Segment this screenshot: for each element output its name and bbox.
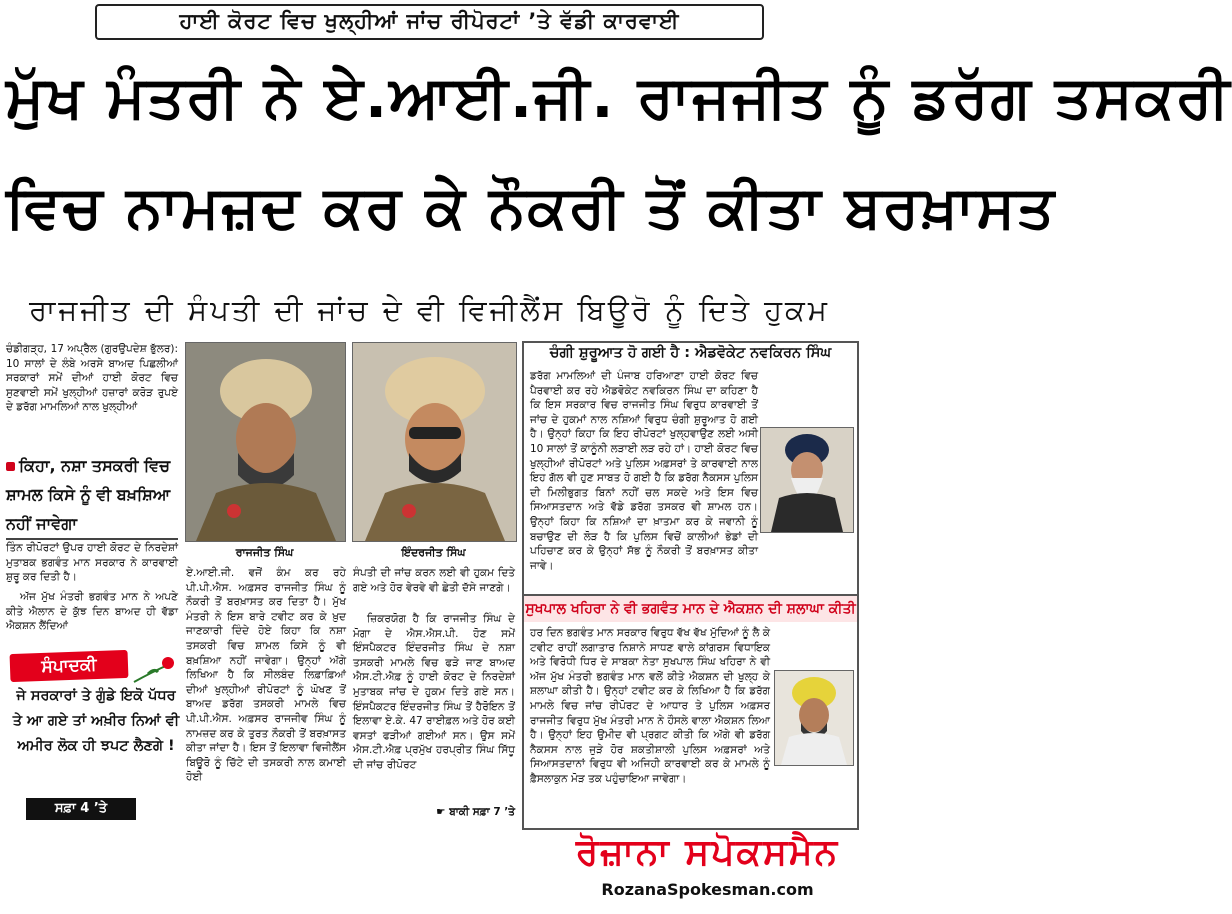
bullet-square-icon (6, 462, 15, 471)
photo-sukhpal-khaira (774, 670, 854, 766)
editorial-continued-link[interactable]: ਸਫ਼ਾ 4 ’ਤੇ (26, 798, 136, 820)
column-1-intro: ਚੰਡੀਗੜ੍ਹ, 17 ਅਪ੍ਰੈਲ (ਗੁਰਉਪਦੇਸ਼ ਭੁੱਲਰ): 10 ਸਾਲਾਂ ਦੇ ਲੰਬੇ ਅਰਸੇ ਬਾਅਦ ਪਿਛਲੀਆਂ ਸਰਕਾਰਾਂ ਸਮੇਂ ਦੀਆਂ ਹਾਈ ਕੋਰਟ ਵਿਚ ਸੁਣਵਾਈ ਸਮੇਂ ਖੁਲ੍ਹੀਆਂ ਹਜ਼ਾਰਾਂ ਕਰੋੜ ਰੁਪਏ ਦੇ ਡਰੱਗ ਮਾਮਲਿਆਂ ਨਾਲ ਖੁਲ੍ਹੀਆਂ (6, 343, 178, 414)
subheadline: ਰਾਜਜੀਤ ਦੀ ਸੰਪਤੀ ਦੀ ਜਾਂਚ ਦੇ ਵੀ ਵਿਜੀਲੈਂਸ ਬਿਊਰੋ ਨੂੰ ਦਿਤੇ ਹੁਕਮ (29, 293, 830, 327)
column-1-subhead (6, 451, 178, 538)
advocate-statement-text: ਡਰੱਗ ਮਾਮਲਿਆਂ ਦੀ ਪੰਜਾਬ ਹਰਿਆਣਾ ਹਾਈ ਕੋਰਟ ਵਿਚ ਪੈਰਵਾਈ ਕਰ ਰਹੇ ਐਡਵੋਕੇਟ ਨਵਕਿਰਨ ਸਿੰਘ ਦਾ ਕਹਿਣਾ ਹੈ ਕਿ ਇਸ ਸਰਕਾਰ ਵਿਚ ਰਾਜਜੀਤ ਸਿੰਘ ਵਿਰੁਧ ਕਾਰਵਾਈ ਤੋਂ ਜਾਂਚ ਦੇ ਹੁਕਮਾਂ ਨਾਲ ਨਸ਼ਿਆਂ ਵਿਰੁਧ ਚੰਗੀ ਸ਼ੁਰੂਆਤ ਹੋ ਗਈ ਹੈ। ਉਨ੍ਹਾਂ ਕਿਹਾ ਕਿ ਇਹ ਰੀਪੋਰਟਾਂ ਖੁਲ੍ਹਵਾਉਣ ਲਈ ਅਸੀ 10 ਸਾਲਾਂ ਤੋਂ ਕਾਨੂੰਨੀ ਲੜਾਈ ਲੜ ਰਹੇ ਹਾਂ। ਹਾਈ ਕੋਰਟ ਵਿਚ ਖੁਲ੍ਹੀਆਂ ਰੀਪੋਰਟਾਂ ਅਤੇ ਪੁਲਿਸ ਅਫ਼ਸਰਾਂ ਤੇ ਕਾਰਵਾਈ ਨਾਲ ਇਹ ਗੱਲ ਵੀ ਹੁਣ ਸਾਬਤ ਹੋ ਗਈ ਹੈ ਕਿ ਡਰੱਗ ਨੈਕਸਸ ਪੁਲਿਸ ਦੀ ਮਿਲੀਭੁਗਤ ਬਿਨਾਂ ਨਹੀਂ ਚਲ ਸਕਦੇ ਅਤੇ ਇਸ ਵਿਚ ਸਿਆਸਤਦਾਨ ਅਤੇ ਵੱਡੇ ਡਰੱਗ ਤਸਕਰ ਵੀ ਸ਼ਾਮਲ ਹਨ। ਉਨ੍ਹਾਂ ਕਿਹਾ ਕਿ ਨਸ਼ਿਆਂ ਦਾ ਖ਼ਾਤਮਾ ਕਰ ਕੇ ਜਵਾਨੀ ਨੂੰ ਬਚਾਉਣ ਦੀ ਲੋੜ ਹੈ ਕਿ ਪੁਲਿਸ ਵਿਚੋਂ ਕਾਲੀਆਂ ਭੇਡਾਂ ਦੀ ਪਹਿਚਾਣ ਕਰ ਕੇ ਉਨ੍ਹਾਂ ਸੱਭ ਨੂੰ ਨੌਕਰੀ ਤੋਂ ਬਰਖ਼ਾਸਤ ਕੀਤਾ ਜਾਵੇ। (530, 370, 758, 572)
column-3-para-2: ਜ਼ਿਕਰਯੋਗ ਹੈ ਕਿ ਰਾਜਜੀਤ ਸਿੰਘ ਦੇ ਮੋਗਾ ਦੇ ਐਸ.ਐਸ.ਪੀ. ਹੋਣ ਸਮੇਂ ਇੰਸਪੈਕਟਰ ਇੰਦਰਜੀਤ ਸਿੰਘ ਦੇ ਨਸ਼ਾ ਤਸਕਰੀ ਮਾਮਲੇ ਵਿਚ ਫੜੇ ਜਾਣ ਬਾਅਦ ਐਸ.ਟੀ.ਐਫ਼ ਨੂੰ ਹਾਈ ਕੋਰਟ ਦੇ ਨਿਰਦੇਸ਼ਾਂ ਮੁਤਾਬਕ ਜਾਂਚ ਦੇ ਹੁਕਮ ਦਿਤੇ ਗਏ ਸਨ। ਇੰਸਪੈਕਟਰ ਇੰਦਰਜੀਤ ਸਿੰਘ ਤੋਂ ਹੈਰੋਇਨ ਤੋਂ ਇਲਾਵਾ ਏ.ਕੇ. 47 ਰਾਈਫ਼ਲ ਅਤੇ ਹੋਰ ਕਈ ਵਸਤਾਂ ਫੜੀਆਂ ਗਈਆਂ ਸਨ। ਉਸ ਸਮੇਂ ਐਸ.ਟੀ.ਐਫ਼ ਪ੍ਰਮੁੱਖ ਹਰਪ੍ਰੀਤ ਸਿੰਘ ਸਿੱਧੂ ਦੀ ਜਾਂਚ ਰੀਪੋਰਟ (353, 613, 515, 771)
photo-inderjit-singh (352, 342, 517, 542)
advocate-statement-title: ਚੰਗੀ ਸ਼ੁਰੂਆਤ ਹੋ ਗਈ ਹੈ : ਐਡਵੋਕੇਟ ਨਵਕਿਰਨ ਸਿੰਘ (549, 345, 832, 361)
editorial-tag: ਸੰਪਾਦਕੀ (10, 650, 129, 682)
photo-caption-2: ਇੰਦਰਜੀਤ ਸਿੰਘ (401, 546, 466, 559)
khaira-statement-text: ਹਰ ਦਿਨ ਭਗਵੰਤ ਮਾਨ ਸਰਕਾਰ ਵਿਰੁਧ ਵੱਖ ਵੱਖ ਮੁੱਦਿਆਂ ਨੂੰ ਲੈ ਕੇ ਟਵੀਟ ਰਾਹੀਂ ਲਗਾਤਾਰ ਨਿਸ਼ਾਨੇ ਸਾਧਣ ਵਾਲੇ ਕਾਂਗਰਸ ਵਿਧਾਇਕ ਅਤੇ ਵਿਰੋਧੀ ਧਿਰ ਦੇ ਸਾਬਕਾ ਨੇਤਾ ਸੁਖਪਾਲ ਸਿੰਘ ਖਹਿਰਾ ਨੇ ਵੀ ਅੱਜ ਮੁੱਖ ਮੰਤਰੀ ਭਗਵੰਤ ਮਾਨ ਵਲੋਂ ਕੀਤੇ ਐਕਸ਼ਨ ਦੀ ਖੁਲ੍ਹ ਕੇ ਸ਼ਲਾਘਾ ਕੀਤੀ ਹੈ। ਉਨ੍ਹਾਂ ਟਵੀਟ ਕਰ ਕੇ ਲਿਖਿਆ ਹੈ ਕਿ ਡਰੱਗ ਮਾਮਲੇ ਵਿਚ ਜਾਂਚ ਰੀਪੋਰਟ ਦੇ ਆਧਾਰ ਤੇ ਪੁਲਿਸ ਅਫ਼ਸਰ ਰਾਜਜੀਤ ਵਿਰੁਧ ਮੁੱਖ ਮੰਤਰੀ ਮਾਨ ਨੇ ਹੌਸਲੇ ਵਾਲਾ ਐਕਸ਼ਨ ਲਿਆ ਹੈ। ਉਨ੍ਹਾਂ ਇਹ ਉਮੀਦ ਵੀ ਪ੍ਰਗਟ ਕੀਤੀ ਕਿ ਅੱਗੇ ਵੀ ਡਰੱਗ ਨੈਕਸਸ ਨਾਲ ਜੁੜੇ ਹੋਰ ਸ਼ਕਤੀਸ਼ਾਲੀ ਪੁਲਿਸ ਅਫ਼ਸਰਾਂ ਅਤੇ ਸਿਆਸਤਦਾਨਾਂ ਵਿਰੁਧ ਵੀ ਅਜਿਹੀ ਕਾਰਵਾਈ ਕਰ ਕੇ ਮਾਮਲੇ ਨੂੰ ਫ਼ੈਸਲਾਕੁਨ ਮੋੜ ਤਕ ਪਹੁੰਚਾਇਆ ਜਾਵੇਗਾ। (530, 627, 770, 785)
rose-icon (130, 654, 174, 684)
arrow-right-icon: ☛ (436, 806, 450, 818)
editorial-text: ਜੇ ਸਰਕਾਰਾਂ ਤੇ ਗੁੰਡੇ ਇਕੋ ਪੱਧਰ ਤੇ ਆ ਗਏ ਤਾਂ ਅਖ਼ੀਰ ਨਿਆਂ ਵੀ ਅਮੀਰ ਲੋਕ ਹੀ ਝਪਟ ਲੈਣਗੇ ! (12, 688, 180, 754)
photo-navkiran-singh (760, 427, 854, 533)
person-portrait-icon (761, 428, 853, 532)
website-link[interactable]: RozanaSpokesman.com (601, 880, 814, 899)
police-officer-portrait-icon (353, 343, 516, 541)
photo-caption-1: ਰਾਜਜੀਤ ਸਿੰਘ (235, 546, 294, 559)
newspaper-logo: ਰੋਜ਼ਾਨਾ ਸਪੋਕਸਮੈਨ (575, 831, 840, 873)
headline-line-2: ਵਿਚ ਨਾਮਜ਼ਦ ਕਰ ਕੇ ਨੌਕਰੀ ਤੋਂ ਕੀਤਾ ਬਰਖ਼ਾਸਤ (6, 173, 1057, 241)
person-portrait-icon (775, 671, 853, 765)
continued-page-7-text: ਬਾਕੀ ਸਫ਼ਾ 7 ’ਤੇ (449, 806, 515, 818)
column-1-para-2: ਤਿੰਨ ਰੀਪੋਰਟਾਂ ਉਪਰ ਹਾਈ ਕੋਰਟ ਦੇ ਨਿਰਦੇਸ਼ਾਂ ਮੁਤਾਬਕ ਭਗਵੰਤ ਮਾਨ ਸਰਕਾਰ ਨੇ ਕਾਰਵਾਈ ਸ਼ੁਰੂ ਕਰ ਦਿਤੀ ਹੈ। (6, 542, 178, 584)
khaira-statement-title: ਸੁਖਪਾਲ ਖਹਿਰਾ ਨੇ ਵੀ ਭਗਵੰਤ ਮਾਨ ਦੇ ਐਕਸ਼ਨ ਦੀ ਸ਼ਲਾਘਾ ਕੀਤੀ (524, 596, 857, 622)
police-officer-portrait-icon (186, 343, 345, 541)
advocate-statement-box (522, 341, 859, 597)
photo-rajjeet-singh (185, 342, 346, 542)
column-1-subhead-text: ਕਿਹਾ, ਨਸ਼ਾ ਤਸਕਰੀ ਵਿਚ ਸ਼ਾਮਲ ਕਿਸੇ ਨੂੰ ਵੀ ਬਖ਼ਸ਼ਿਆ ਨਹੀਂ ਜਾਵੇਗਾ (6, 456, 171, 533)
divider (6, 538, 178, 540)
editorial-box (6, 652, 178, 804)
column-1-para-3: ਅੱਜ ਮੁੱਖ ਮੰਤਰੀ ਭਗਵੰਤ ਮਾਨ ਨੇ ਅਪਣੇ ਕੀਤੇ ਐਲਾਨ ਦੇ ਕੁੱਝ ਦਿਨ ਬਾਅਦ ਹੀ ਵੱਡਾ ਐਕਸ਼ਨ ਲੈਂਦਿਆਂ (6, 591, 178, 633)
headline-line-1: ਮੁੱਖ ਮੰਤਰੀ ਨੇ ਏ.ਆਈ.ਜੀ. ਰਾਜਜੀਤ ਨੂੰ ਡਰੱਗ ਤਸਕਰੀ (6, 63, 1232, 131)
kicker-headline: ਹਾਈ ਕੋਰਟ ਵਿਚ ਖੁਲ੍ਹੀਆਂ ਜਾਂਚ ਰੀਪੋਰਟਾਂ ’ਤੇ ਵੱਡੀ ਕਾਰਵਾਈ (95, 4, 764, 40)
khaira-statement-box (522, 594, 859, 830)
continued-page-7-link[interactable] (420, 806, 515, 819)
column-3-para-1: ਸੰਪਤੀ ਦੀ ਜਾਂਚ ਕਰਨ ਲਈ ਵੀ ਹੁਕਮ ਦਿਤੇ ਗਏ ਅਤੇ ਹੋਰ ਵੇਰਵੇ ਵੀ ਛੇਤੀ ਦੱਸੇ ਜਾਣਗੇ। (353, 567, 515, 594)
column-2-text: ਏ.ਆਈ.ਜੀ. ਵਜੋਂ ਕੰਮ ਕਰ ਰਹੇ ਪੀ.ਪੀ.ਐਸ. ਅਫ਼ਸਰ ਰਾਜਜੀਤ ਸਿੰਘ ਨੂੰ ਨੌਕਰੀ ਤੋਂ ਬਰਖ਼ਾਸਤ ਕਰ ਦਿਤਾ ਹੈ। ਮੁੱਖ ਮੰਤਰੀ ਨੇ ਇਸ ਬਾਰੇ ਟਵੀਟ ਕਰ ਕੇ ਖ਼ੁਦ ਜਾਣਕਾਰੀ ਦਿੰਦੇ ਹੋਏ ਕਿਹਾ ਕਿ ਨਸ਼ਾ ਤਸਕਰੀ ਵਿਚ ਸ਼ਾਮਲ ਕਿਸੇ ਨੂੰ ਵੀ ਬਖ਼ਸ਼ਿਆ ਨਹੀਂ ਜਾਵੇਗਾ। ਉਨ੍ਹਾਂ ਅੱਗੇ ਲਿਖਿਆ ਹੈ ਕਿ ਸੀਲਬੰਦ ਲਿਫ਼ਾਫ਼ਿਆਂ ਦੀਆਂ ਖੁਲ੍ਹੀਆਂ ਰੀਪੋਰਟਾਂ ਨੂੰ ਘੋਖਣ ਤੋਂ ਬਾਅਦ ਡਰੱਗ ਤਸਕਰੀ ਮਾਮਲੇ ਵਿਚ ਪੀ.ਪੀ.ਐਸ. ਅਫ਼ਸਰ ਰਾਜਜੀਵ ਸਿੰਘ ਨੂੰ ਨਾਮਜ਼ਦ ਕਰ ਕੇ ਤੁਰਤ ਨੌਕਰੀ ਤੋਂ ਬਰਖ਼ਾਸਤ ਕੀਤਾ ਜਾਂਦਾ ਹੈ। ਇਸ ਤੋਂ ਇਲਾਵਾ ਵਿਜੀਲੈਂਸ ਬਿਊਰੋ ਨੂੰ ਚਿੱਟੇ ਦੀ ਤਸਕਰੀ ਨਾਲ ਕਮਾਈ ਹੋਈ (186, 567, 346, 784)
